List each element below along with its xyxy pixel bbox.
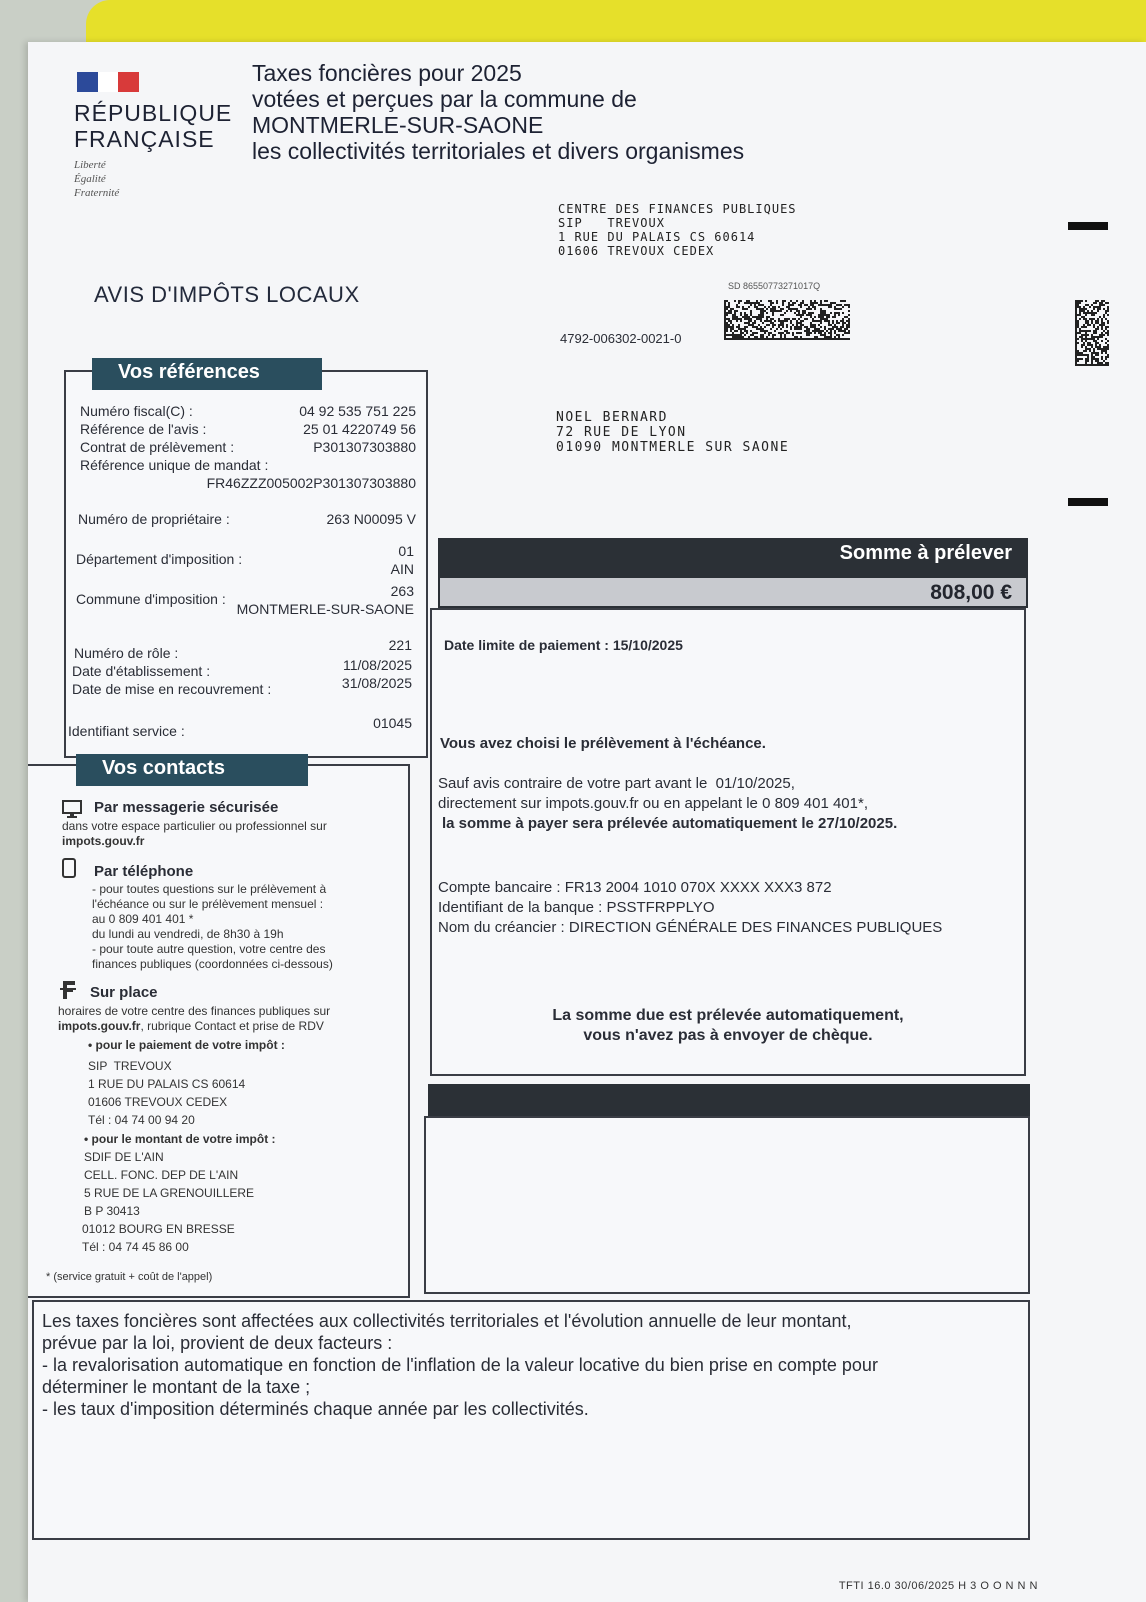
recipient-line: 72 RUE DE LYON <box>556 425 687 440</box>
flag-white <box>98 72 119 92</box>
contacts-panel <box>28 764 410 1298</box>
document-title: AVIS D'IMPÔTS LOCAUX <box>94 282 360 307</box>
payment-notice-line: Sauf avis contraire de votre part avant le 01/10/2025, <box>438 775 795 792</box>
recouvrement-value: 31/08/2025 <box>341 675 412 691</box>
paiement-line: 01606 TREVOUX CEDEX <box>88 1095 228 1109</box>
datamatrix-barcode-icon <box>724 300 850 340</box>
etablissement-value: 11/08/2025 <box>342 657 412 673</box>
numero-fiscal-value: 04 92 535 751 225 <box>299 403 416 419</box>
payment-final-line: La somme due est prélevée automatiquement, <box>552 1007 904 1024</box>
french-flag-icon <box>77 72 139 92</box>
telephone-line: - pour toute autre question, votre centre des <box>92 942 326 956</box>
footer-code: TFTI 16.0 30/06/2025 H 3 O O N N N <box>838 1580 1038 1592</box>
side-qr-code-icon <box>1075 300 1109 366</box>
service-value: 01045 <box>373 715 412 731</box>
header-title-line: votées et perçues par la commune de <box>252 86 637 112</box>
republic-motto <box>74 158 119 200</box>
motto-fraternite: Fraternité <box>74 187 120 199</box>
departement-name: AIN <box>390 561 414 577</box>
payment-header <box>438 538 1028 576</box>
messagerie-title: Par messagerie sécurisée <box>94 799 279 816</box>
telephone-line: finances publiques (coordonnées ci-dessous) <box>92 957 333 971</box>
edge-mark <box>1068 498 1108 506</box>
montant-line: 01012 BOURG EN BRESSE <box>82 1222 235 1236</box>
document-reference-number: 4792-006302-0021-0 <box>560 331 682 346</box>
payment-deadline: Date limite de paiement : 15/10/2025 <box>444 637 683 653</box>
francaise-line: FRANÇAISE <box>74 126 215 152</box>
edge-mark <box>1068 222 1108 230</box>
contrat-label: Contrat de prélèvement : <box>80 439 235 455</box>
issuer-line: CENTRE DES FINANCES PUBLIQUES <box>558 202 797 216</box>
tax-notice-page <box>28 42 1146 1602</box>
bank-identifier: Identifiant de la banque : PSSTFRPPLYO <box>438 899 715 916</box>
surplace-text: , rubrique Contact et prise de RDV <box>140 1019 324 1033</box>
paiement-line: SIP TREVOUX <box>88 1059 172 1073</box>
bank-account: Compte bancaire : FR13 2004 1010 070X XXXX XXX3 872 <box>438 879 832 896</box>
references-heading: Vos références <box>92 358 322 390</box>
proprietaire-value: 263 N00095 V <box>326 511 416 527</box>
numero-fiscal-label: Numéro fiscal(C) : <box>80 403 193 419</box>
contacts-footnote: * (service gratuit + coût de l'appel) <box>46 1271 213 1283</box>
recipient-line: NOEL BERNARD <box>556 410 668 425</box>
republique-line: RÉPUBLIQUE <box>74 100 233 126</box>
references-panel <box>64 370 428 758</box>
payment-notice-line: directement sur impots.gouv.fr ou en appelant le 0 809 401 401*, <box>438 795 868 812</box>
surplace-line: horaires de votre centre des finances publiques sur <box>58 1004 331 1018</box>
recipient-line: 01090 MONTMERLE SUR SAONE <box>556 440 790 455</box>
montant-line: SDIF DE L'AIN <box>84 1150 164 1164</box>
messagerie-link[interactable]: impots.gouv.fr <box>62 834 145 848</box>
montant-line: B P 30413 <box>84 1204 140 1218</box>
paiement-heading: • pour le paiement de votre impôt : <box>88 1038 285 1052</box>
ref-avis-value: 25 01 4220749 56 <box>303 421 416 437</box>
empty-panel-header <box>428 1084 1030 1118</box>
motto-egalite: Égalité <box>74 173 106 185</box>
telephone-line: l'échéance ou sur le prélèvement mensuel : <box>92 897 324 911</box>
telephone-title: Par téléphone <box>94 863 194 880</box>
commune-code: 263 <box>390 583 414 599</box>
flag-red <box>118 72 139 92</box>
mandat-value: FR46ZZZ005002P301307303880 <box>206 475 416 491</box>
recouvrement-label: Date de mise en recouvrement : <box>72 681 272 697</box>
paiement-line: 1 RUE DU PALAIS CS 60614 <box>88 1077 246 1091</box>
info-panel <box>32 1300 1030 1540</box>
montant-line: CELL. FONC. DEP DE L'AIN <box>84 1168 239 1182</box>
monitor-icon <box>62 800 82 818</box>
info-text: Les taxes foncières sont affectées aux collectivités territoriales et l'évolution annuelle de leur montant, prévue par la loi, provient de deux facteurs : - la revalorisation automatique en fonction de l'inflation de la valeur locative du bien prise en compte pour déterminer le montant de la taxe ; - les taux d'imposition déterminés chaque année par les collectivités. <box>42 1311 878 1419</box>
header-title-line: les collectivités territoriales et divers organismes <box>252 138 745 164</box>
header-title-line: MONTMERLE-SUR-SAONE <box>252 112 544 138</box>
role-value: 221 <box>388 637 412 653</box>
departement-label: Département d'imposition : <box>76 551 243 567</box>
header-title-line: Taxes foncières pour 2025 <box>252 60 522 86</box>
motto-liberte: Liberté <box>74 159 106 171</box>
role-label: Numéro de rôle : <box>74 645 179 661</box>
commune-name: MONTMERLE-SUR-SAONE <box>236 601 414 617</box>
departement-code: 01 <box>398 543 414 559</box>
ref-avis-label: Référence de l'avis : <box>80 421 207 437</box>
empty-panel <box>424 1116 1030 1294</box>
issuer-line: 01606 TREVOUX CEDEX <box>558 244 715 258</box>
flag-blue <box>77 72 98 92</box>
phone-icon <box>62 858 76 878</box>
surplace-line <box>58 1019 324 1034</box>
building-icon <box>60 980 78 1000</box>
paiement-line: Tél : 04 74 00 94 20 <box>88 1113 195 1127</box>
republique-francaise-logo <box>74 100 232 152</box>
etablissement-label: Date d'établissement : <box>72 663 211 679</box>
recipient-address <box>556 410 789 455</box>
sd-code: SD 86550773271017Q <box>728 281 821 291</box>
notice-header-title <box>252 60 744 164</box>
payment-header-label: Somme à prélever <box>839 542 1012 564</box>
contacts-heading: Vos contacts <box>76 754 308 786</box>
montant-line: Tél : 04 74 45 86 00 <box>82 1240 189 1254</box>
montant-line: 5 RUE DE LA GRENOUILLERE <box>84 1186 255 1200</box>
telephone-line: du lundi au vendredi, de 8h30 à 19h <box>92 927 284 941</box>
mandat-label: Référence unique de mandat : <box>80 457 269 473</box>
proprietaire-label: Numéro de propriétaire : <box>78 511 230 527</box>
payment-amount-bar <box>438 576 1028 608</box>
montant-heading: • pour le montant de votre impôt : <box>84 1132 276 1146</box>
payment-notice-line: la somme à payer sera prélevée automatiquement le 27/10/2025. <box>442 815 898 832</box>
issuer-line: SIP TREVOUX <box>558 216 665 230</box>
service-label: Identifiant service : <box>68 723 185 739</box>
surplace-title: Sur place <box>90 984 158 1001</box>
commune-label: Commune d'imposition : <box>76 591 226 607</box>
telephone-line: - pour toutes questions sur le prélèvement à <box>92 882 327 896</box>
payment-amount: 808,00 € <box>930 581 1012 604</box>
surplace-link[interactable]: impots.gouv.fr <box>58 1019 141 1033</box>
telephone-line: au 0 809 401 401 * <box>92 912 194 926</box>
messagerie-text: dans votre espace particulier ou professionnel sur <box>62 819 327 833</box>
issuer-address <box>558 202 797 258</box>
issuer-line: 1 RUE DU PALAIS CS 60614 <box>558 230 756 244</box>
payment-final-line: vous n'avez pas à envoyer de chèque. <box>583 1027 873 1044</box>
contrat-value: P301307303880 <box>313 439 416 455</box>
payment-details-panel <box>430 608 1026 1076</box>
payment-choice: Vous avez choisi le prélèvement à l'échéance. <box>440 735 766 752</box>
creditor-name: Nom du créancier : DIRECTION GÉNÉRALE DES FINANCES PUBLIQUES <box>438 919 943 936</box>
